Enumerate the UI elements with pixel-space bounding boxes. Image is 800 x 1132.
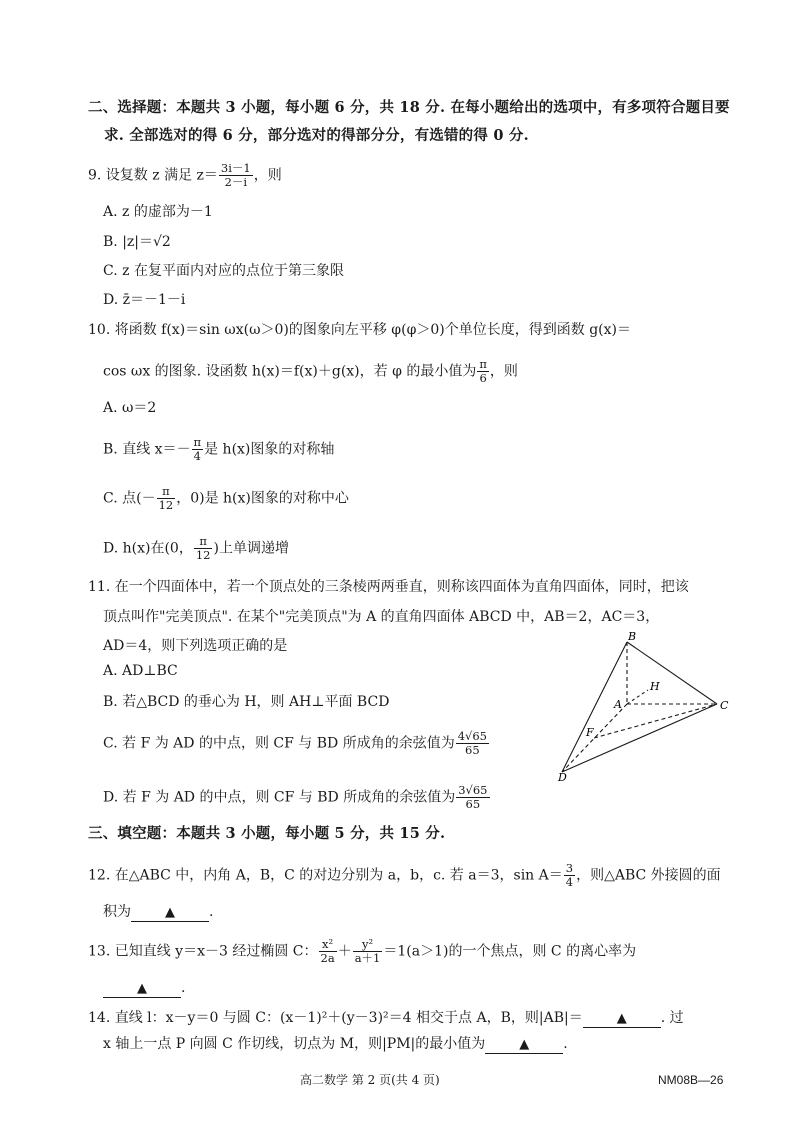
- segment-ah: [627, 690, 648, 704]
- q13-fraction-1: [319, 938, 337, 965]
- label-h: H: [650, 680, 660, 693]
- q11-option-c-num: 4√65: [457, 729, 487, 743]
- q13-end: .: [181, 980, 186, 996]
- q10-option-c-after: ，0)是 h(x)图象的对称中心: [176, 490, 349, 507]
- q9-stem-after: ，则: [253, 167, 282, 184]
- q14-end: .: [563, 1036, 568, 1052]
- q10-option-a: A. ω＝2: [103, 400, 157, 416]
- q10-option-b: [103, 436, 740, 463]
- q10-option-b-after: 是 h(x)图象的对称轴: [204, 441, 335, 458]
- label-b: B: [628, 632, 637, 643]
- q11-stem-line2: 顶点叫作"完美顶点". 在某个"完美顶点"为 A 的直角四面体 ABCD 中，AB＝2，AC＝3，: [103, 609, 660, 625]
- q13-line1-before: 13. 已知直线 y＝x－3 经过椭圆 C：: [88, 943, 318, 960]
- q12-frac-num: 3: [565, 861, 574, 875]
- segment-cf: [594, 704, 717, 738]
- q13-line2: [103, 978, 740, 998]
- q11-stem-line3: AD＝4，则下列选项正确的是: [103, 638, 288, 654]
- q11-option-d-fraction: [456, 784, 489, 811]
- q11-option-d-num: 3√65: [458, 783, 488, 797]
- label-c: C: [720, 699, 729, 712]
- q12-line2: [103, 902, 740, 922]
- q10-option-b-fraction: [192, 436, 204, 463]
- q11-option-c-fraction: [456, 730, 489, 757]
- q10-option-d-den: 12: [195, 548, 211, 562]
- q10-option-c-fraction: [157, 485, 176, 512]
- q13-frac1-den: 2a: [320, 951, 335, 965]
- q14-line2-before: x 轴上一点 P 向圆 C 作切线，切点为 M，则|PM|的最小值为: [103, 1036, 486, 1052]
- q13-plus: ＋: [337, 943, 352, 960]
- q9-option-b: B. |z|＝√2: [103, 234, 171, 250]
- q11-option-d-before: D. 若 F 为 AD 的中点，则 CF 与 BD 所成角的余弦值为: [103, 789, 456, 806]
- q10-option-d-before: D. h(x)在(0，: [103, 540, 193, 557]
- q11-option-b: B. 若△BCD 的垂心为 H，则 AH⊥平面 BCD: [103, 694, 390, 710]
- q14-line1-after: . 过: [660, 1010, 684, 1026]
- q10-option-d: [103, 535, 740, 562]
- tetrahedron-figure: [550, 632, 740, 782]
- label-d: D: [558, 771, 567, 782]
- q13-answer-blank: ▲: [103, 981, 181, 998]
- q10-option-c: [103, 485, 740, 512]
- q9-fraction: [219, 162, 253, 189]
- q12-fraction: [564, 862, 575, 889]
- section2-heading-line1: 二、选择题：本题共 3 小题，每小题 6 分，共 18 分. 在每小题给出的选项中，有多项符合题目要: [88, 99, 730, 116]
- q10-stem-line1: 10. 将函数 f(x)＝sin ωx(ω＞0)的图象向左平移 φ(φ＞0)个单位长度，得到函数 g(x)＝: [88, 322, 631, 338]
- q10-option-b-den: 4: [193, 449, 201, 463]
- label-f: F: [586, 726, 594, 739]
- q10-option-d-fraction: [194, 535, 213, 562]
- q9-stem-before: 9. 设复数 z 满足 z＝: [88, 167, 218, 184]
- q11-option-c-den: 65: [465, 743, 480, 757]
- q14-answer-blank-2: ▲: [485, 1037, 563, 1054]
- q10-stem-frac-den: 6: [479, 371, 487, 385]
- q12-line1: [88, 862, 740, 889]
- q10-option-d-num: π: [194, 535, 213, 549]
- q10-stem-fraction: [477, 358, 489, 385]
- q13-frac2-num: y²: [353, 938, 383, 952]
- label-a: A: [614, 698, 622, 711]
- q10-option-d-after: )上单调递增: [213, 540, 289, 557]
- q12-end: .: [209, 904, 214, 920]
- q11-stem-line1: 11. 在一个四面体中，若一个顶点处的三条棱两两垂直，则称该四面体为直角四面体，同时，把该: [88, 579, 689, 595]
- q12-answer-blank: ▲: [131, 905, 209, 922]
- q14-line1-before: 14. 直线 l：x－y＝0 与圆 C：(x－1)²＋(y－3)²＝4 相交于点 A，B，则|AB|＝: [88, 1010, 583, 1026]
- q10-stem-line2: [103, 358, 740, 385]
- q12-frac-den: 4: [565, 875, 574, 889]
- q14-line2: [103, 1034, 740, 1054]
- q13-frac2-den: a＋1: [354, 951, 381, 965]
- section2-heading-line2: 求. 全部选对的得 6 分，部分选对的得部分分，有选错的得 0 分.: [104, 127, 529, 144]
- q10-option-c-before: C. 点(－: [103, 490, 156, 507]
- q11-option-c-before: C. 若 F 为 AD 的中点，则 CF 与 BD 所成角的余弦值为: [103, 735, 455, 752]
- q11-option-d: [103, 784, 540, 811]
- q11-option-d-den: 65: [465, 797, 481, 811]
- q14-line1: [88, 1008, 740, 1028]
- q13-line1-after: ＝1(a＞1)的一个焦点，则 C 的离心率为: [383, 943, 637, 960]
- q12-line2-text: 积为: [103, 904, 131, 920]
- q9-option-c: C. z 在复平面内对应的点位于第三象限: [103, 263, 344, 279]
- q12-line1-after: ，则△ABC 外接圆的面: [576, 867, 721, 884]
- q13-frac1-num: x²: [319, 938, 337, 952]
- q9-frac-den: 2－i: [224, 175, 248, 189]
- q9-frac-num: 3i－1: [220, 161, 251, 175]
- q10-option-c-den: 12: [158, 498, 174, 512]
- q10-option-b-before: B. 直线 x＝－: [103, 441, 191, 458]
- q10-stem-line2-before: cos ωx 的图象. 设函数 h(x)＝f(x)＋g(x)，若 φ 的最小值为: [103, 363, 477, 380]
- edge-bc: [627, 642, 717, 704]
- q10-option-c-num: π: [157, 485, 176, 499]
- q13-line1: [88, 938, 740, 965]
- q14-answer-blank-1: ▲: [583, 1011, 661, 1028]
- q10-stem-line2-after: ，则: [489, 363, 518, 380]
- q9-option-d: D. z̄＝－1－i: [103, 292, 186, 308]
- q9-stem: [88, 162, 740, 189]
- footer-code: NM08B—26: [658, 1073, 724, 1087]
- q11-option-c: [103, 730, 540, 757]
- q12-line1-before: 12. 在△ABC 中，内角 A，B，C 的对边分别为 a，b，c. 若 a＝3，sin A＝: [88, 867, 563, 884]
- q9-option-a: A. z 的虚部为－1: [103, 204, 213, 220]
- q10-stem-frac-num: π: [479, 357, 487, 371]
- q11-option-a: A. AD⊥BC: [103, 663, 178, 679]
- footer-page-info: 高二数学 第 2 页(共 4 页): [300, 1073, 440, 1087]
- section3-heading: 三、填空题：本题共 3 小题，每小题 5 分，共 15 分.: [88, 825, 446, 842]
- q10-option-b-num: π: [193, 435, 202, 449]
- q13-fraction-2: [353, 938, 383, 965]
